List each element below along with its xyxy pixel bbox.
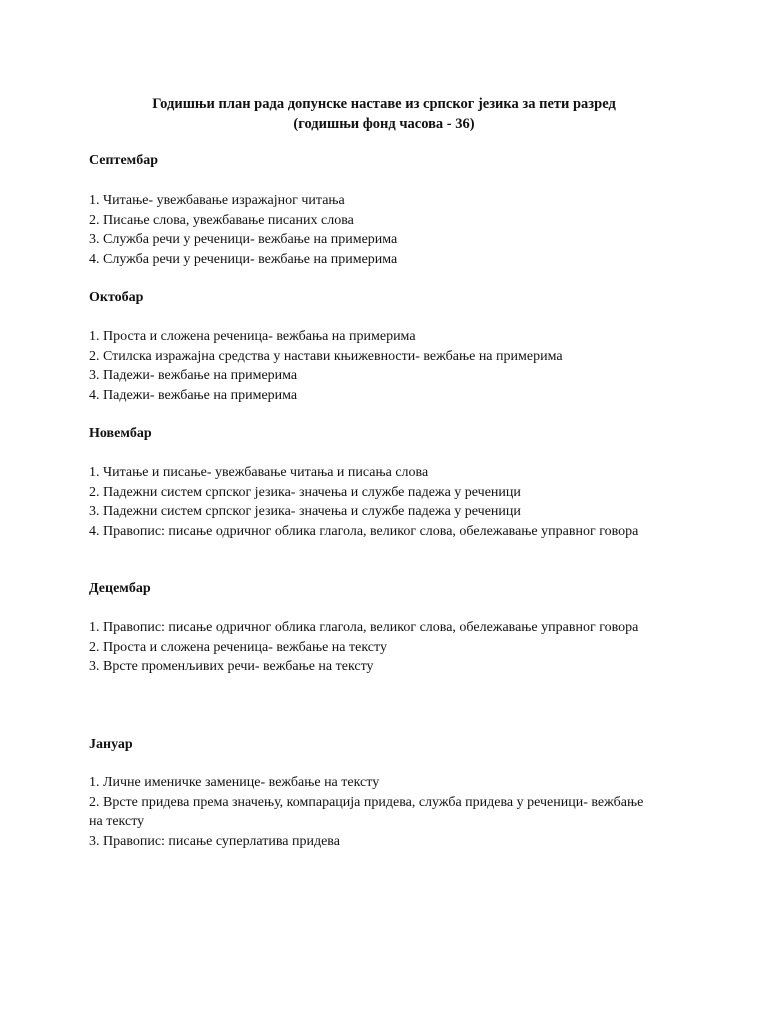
list-item: 1. Читање- увежбавање изражајног читања — [89, 193, 345, 208]
item-list-december — [89, 618, 649, 677]
list-item: 1. Читање и писање- увежбавање читања и писања слова — [89, 465, 429, 480]
list-item: 1. Личне именичке заменице- вежбање на тексту — [89, 775, 380, 790]
list-item: 4. Правопис: писање одричног облика глагола, великог слова, обележавање управног говора — [89, 523, 639, 539]
list-item: 2. Врсте придева према значењу, компарација придева, служба придева у реченици- вежбање на тексту — [89, 794, 644, 829]
month-heading-january: Јануар — [89, 737, 133, 752]
month-heading-december: Децембар — [89, 581, 151, 596]
list-item: 2. Падежни систем српског језика- значења и службе падежа у реченици — [89, 484, 521, 500]
list-item: 2. Стилска изражајна средства у настави књижевности- вежбање на примерима — [89, 348, 563, 364]
item-list-november — [89, 463, 649, 541]
month-heading-november: Новембар — [89, 426, 152, 441]
list-item: 3. Служба речи у реченици- вежбање на примерима — [89, 232, 398, 247]
list-item: 1. Проста и сложена реченица- вежбања на примерима — [89, 329, 416, 344]
month-heading-september: Септембар — [89, 153, 158, 168]
item-list-october — [89, 327, 649, 405]
list-item: 2. Писање слова, увежбавање писаних слова — [89, 212, 354, 228]
list-item: 1. Правопис: писање одричног облика глагола, великог слова, обележавање управног говора — [89, 620, 639, 635]
title-line-2: (годишњи фонд часова - 36) — [293, 116, 475, 132]
list-item: 3. Падежи- вежбање на примерима — [89, 368, 298, 383]
list-item: 3. Падежни систем српског језика- значења и службе падежа у реченици — [89, 504, 521, 519]
item-list-september — [89, 191, 649, 269]
month-heading-october: Октобар — [89, 290, 144, 305]
list-item: 4. Падежи- вежбање на примерима — [89, 387, 298, 403]
item-list-january — [89, 773, 649, 851]
document-title — [0, 94, 768, 134]
list-item: 3. Врсте променљивих речи- вежбање на тексту — [89, 659, 374, 674]
list-item: 3. Правопис: писање суперлатива придева — [89, 833, 340, 849]
title-line-1: Годишњи план рада допунске наставе из српског језика за пети разред — [152, 96, 616, 112]
list-item: 4. Служба речи у реченици- вежбање на примерима — [89, 251, 398, 267]
list-item: 2. Проста и сложена реченица- вежбање на тексту — [89, 639, 387, 655]
